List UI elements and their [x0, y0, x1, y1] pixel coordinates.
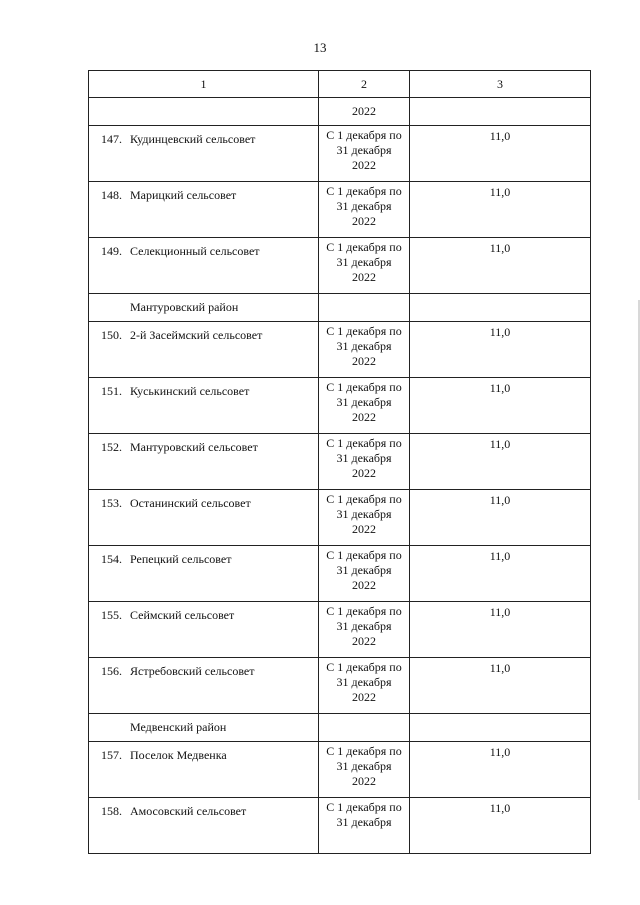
value: 11,0	[489, 549, 511, 563]
period-line: 2022	[352, 354, 376, 368]
column-header-1: 1	[89, 71, 319, 98]
column-header-3: 3	[410, 71, 591, 98]
period-line: С 1 декабря по	[326, 744, 402, 758]
continuation-period: 2022	[319, 98, 410, 126]
period-line: 31 декабря	[336, 619, 392, 633]
region-value-cell	[410, 294, 591, 322]
name-cell	[89, 434, 319, 490]
period-line: 31 декабря	[336, 143, 392, 157]
period-cell	[319, 742, 410, 798]
period-line: 2022	[352, 578, 376, 592]
name-cell	[89, 182, 319, 238]
period-line: С 1 декабря по	[326, 800, 402, 814]
name-cell	[89, 378, 319, 434]
value-cell	[410, 378, 591, 434]
period-cell	[319, 602, 410, 658]
period-line: 2022	[352, 690, 376, 704]
period-line: С 1 декабря по	[326, 128, 402, 142]
period-cell	[319, 658, 410, 714]
municipality-name: Кудинцевский сельсовет	[130, 132, 256, 146]
period-line: С 1 декабря по	[326, 324, 402, 338]
period-line: С 1 декабря по	[326, 240, 402, 254]
name-cell	[89, 322, 319, 378]
period-line: С 1 декабря по	[326, 604, 402, 618]
period-line: С 1 декабря по	[326, 380, 402, 394]
continuation-cell-1	[89, 98, 319, 126]
row-number: 154.	[101, 552, 122, 566]
row-number: 147.	[101, 132, 122, 146]
period-line: 31 декабря	[336, 815, 392, 829]
row-number: 157.	[101, 748, 122, 762]
row-number: 151.	[101, 384, 122, 398]
period-line: 2022	[352, 466, 376, 480]
value-cell	[410, 658, 591, 714]
period-cell	[319, 378, 410, 434]
value-cell	[410, 126, 591, 182]
period-line: 31 декабря	[336, 507, 392, 521]
period-line: 31 декабря	[336, 255, 392, 269]
municipality-name: Репецкий сельсовет	[130, 552, 232, 566]
period-cell	[319, 182, 410, 238]
region-period-cell	[319, 714, 410, 742]
municipality-table	[88, 70, 591, 854]
period-line: 2022	[352, 214, 376, 228]
value: 11,0	[489, 661, 511, 675]
value: 11,0	[489, 801, 511, 815]
value-cell	[410, 742, 591, 798]
row-number: 152.	[101, 440, 122, 454]
region-row	[89, 294, 591, 322]
continuation-row	[89, 98, 591, 126]
region-name: Мантуровский район	[130, 300, 239, 314]
value-cell	[410, 322, 591, 378]
table-header-row	[89, 71, 591, 98]
municipality-name: Поселок Медвенка	[130, 748, 227, 762]
municipality-name: Амосовский сельсовет	[130, 804, 247, 818]
region-value-cell	[410, 714, 591, 742]
name-cell	[89, 742, 319, 798]
period-line: 2022	[352, 522, 376, 536]
table-row	[89, 742, 591, 798]
period-line: 2022	[352, 158, 376, 172]
period-cell	[319, 490, 410, 546]
period-line: 31 декабря	[336, 451, 392, 465]
value-cell	[410, 490, 591, 546]
table-row	[89, 546, 591, 602]
value: 11,0	[489, 605, 511, 619]
period-line: 2022	[352, 774, 376, 788]
name-cell	[89, 238, 319, 294]
row-number: 156.	[101, 664, 122, 678]
period-cell	[319, 238, 410, 294]
name-cell	[89, 126, 319, 182]
municipality-name: Ястребовский сельсовет	[130, 664, 255, 678]
municipality-name: 2-й Засеймский сельсовет	[130, 328, 263, 342]
value-cell	[410, 602, 591, 658]
value: 11,0	[489, 241, 511, 255]
table-row	[89, 490, 591, 546]
period-line: 31 декабря	[336, 339, 392, 353]
period-line: С 1 декабря по	[326, 436, 402, 450]
row-number: 158.	[101, 804, 122, 818]
value: 11,0	[489, 493, 511, 507]
row-number: 155.	[101, 608, 122, 622]
value-cell	[410, 182, 591, 238]
table-row	[89, 798, 591, 854]
period-line: 31 декабря	[336, 199, 392, 213]
period-line: 2022	[352, 410, 376, 424]
value: 11,0	[489, 437, 511, 451]
row-number: 150.	[101, 328, 122, 342]
value: 11,0	[489, 185, 511, 199]
table-row	[89, 658, 591, 714]
period-line: 2022	[352, 634, 376, 648]
name-cell	[89, 658, 319, 714]
period-line: С 1 декабря по	[326, 548, 402, 562]
period-line: 31 декабря	[336, 395, 392, 409]
period-line: 31 декабря	[336, 759, 392, 773]
region-row	[89, 714, 591, 742]
table-row	[89, 238, 591, 294]
table-row	[89, 378, 591, 434]
municipality-name: Останинский сельсовет	[130, 496, 251, 510]
table-row	[89, 182, 591, 238]
row-number: 149.	[101, 244, 122, 258]
table-row	[89, 434, 591, 490]
region-cell	[89, 714, 319, 742]
period-line: С 1 декабря по	[326, 184, 402, 198]
region-name: Медвенский район	[130, 720, 227, 734]
municipality-name: Мантуровский сельсовет	[130, 440, 258, 454]
name-cell	[89, 602, 319, 658]
period-line: 31 декабря	[336, 675, 392, 689]
name-cell	[89, 546, 319, 602]
municipality-name: Селекционный сельсовет	[130, 244, 260, 258]
name-cell	[89, 490, 319, 546]
table-row	[89, 602, 591, 658]
period-line: С 1 декабря по	[326, 660, 402, 674]
value: 11,0	[489, 129, 511, 143]
period-line: 2022	[352, 270, 376, 284]
municipality-name: Куськинский сельсовет	[130, 384, 250, 398]
period-cell	[319, 546, 410, 602]
page-number: 13	[313, 40, 327, 55]
value-cell	[410, 238, 591, 294]
column-header-2: 2	[319, 71, 410, 98]
municipality-name: Сеймский сельсовет	[130, 608, 235, 622]
value: 11,0	[489, 745, 511, 759]
row-number: 153.	[101, 496, 122, 510]
region-period-cell	[319, 294, 410, 322]
value-cell	[410, 546, 591, 602]
region-cell	[89, 294, 319, 322]
period-cell	[319, 434, 410, 490]
table-row	[89, 322, 591, 378]
period-cell	[319, 798, 410, 854]
value: 11,0	[489, 381, 511, 395]
table-row	[89, 126, 591, 182]
value-cell	[410, 434, 591, 490]
value: 11,0	[489, 325, 511, 339]
row-number: 148.	[101, 188, 122, 202]
period-line: 31 декабря	[336, 563, 392, 577]
continuation-cell-3	[410, 98, 591, 126]
period-cell	[319, 126, 410, 182]
name-cell	[89, 798, 319, 854]
period-cell	[319, 322, 410, 378]
municipality-name: Марицкий сельсовет	[130, 188, 237, 202]
period-line: С 1 декабря по	[326, 492, 402, 506]
value-cell	[410, 798, 591, 854]
